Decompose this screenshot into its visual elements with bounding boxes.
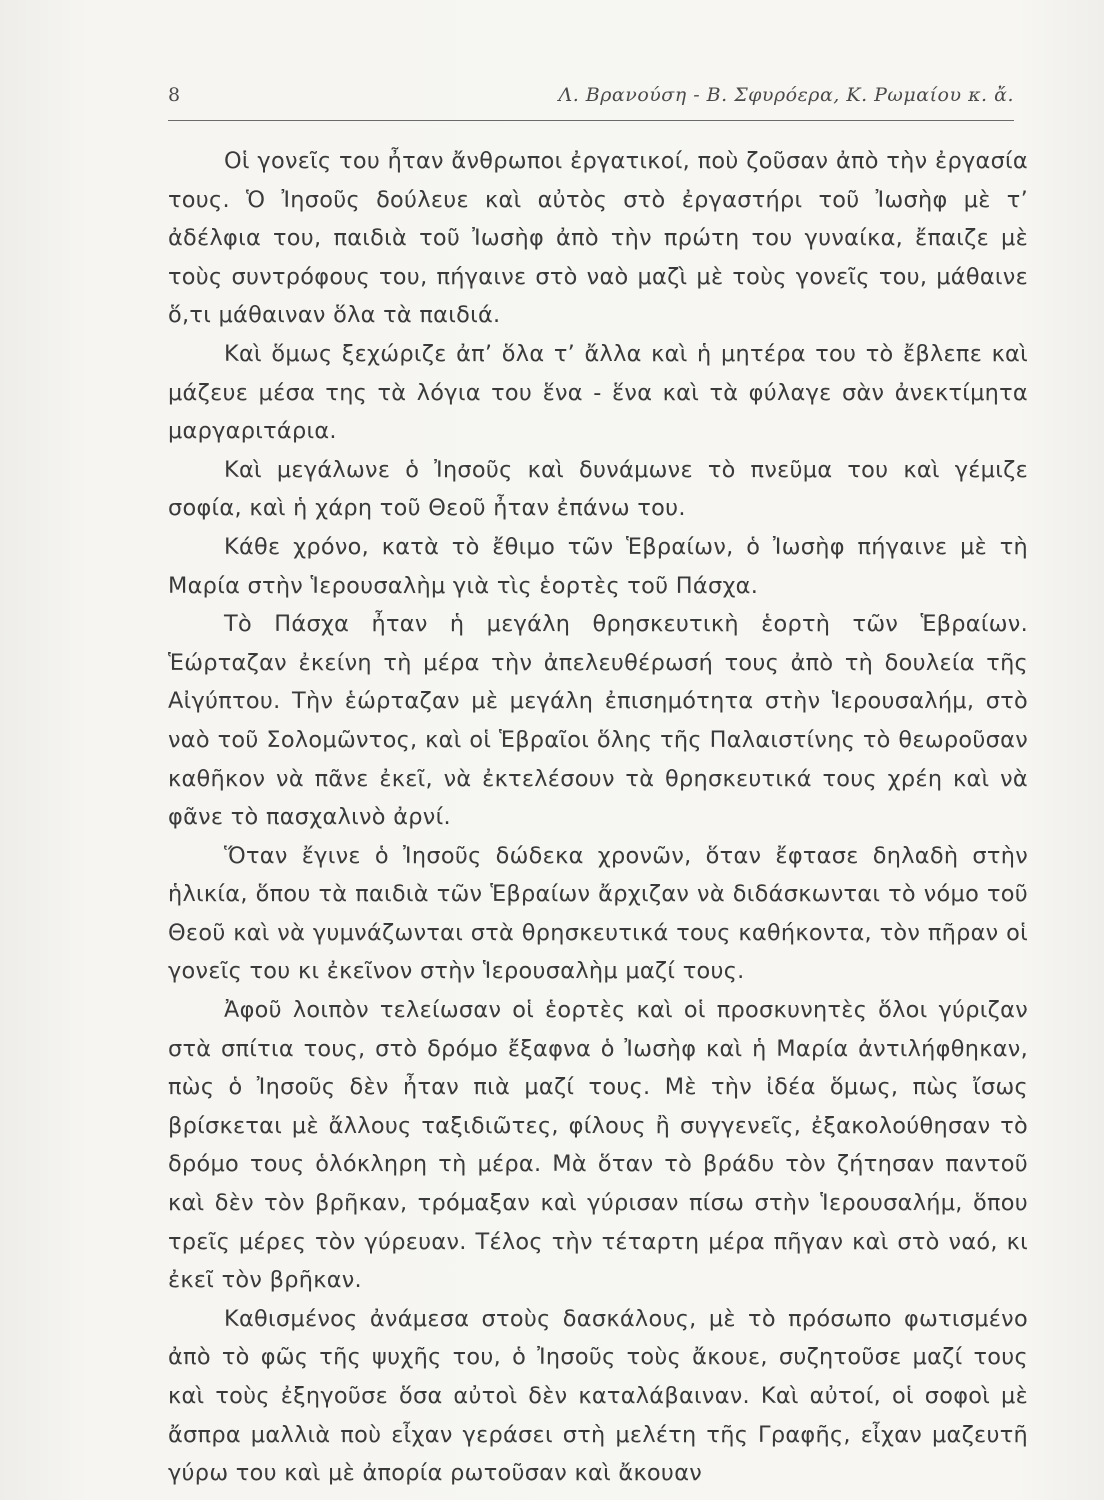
paragraph: Ἀφοῦ λοιπὸν τελείωσαν οἱ ἑορτὲς καὶ οἱ προσκυνητὲς ὅλοι γύριζαν στὰ σπίτια τους, στὸ δρόμο ἔξαφνα ὁ Ἰωσὴφ καὶ ἡ Μαρία ἀντιλήφθηκαν, πὼς ὁ Ἰησοῦς δὲν ἦταν πιὰ μαζί τους. Μὲ τὴν ἰδέα ὅμως, πὼς ἴσως βρίσκεται μὲ ἄλλους ταξιδιῶτες, φίλους ἢ συγγενεῖς, ἐξακολούθησαν τὸ δρόμο τους ὁλόκληρη τὴ μέρα. Μὰ ὅταν τὸ βράδυ τὸν ζήτησαν παντοῦ καὶ δὲν τὸν βρῆκαν, τρόμαξαν καὶ γύρισαν πίσω στὴν Ἱερουσαλήμ, ὅπου τρεῖς μέρες τὸν γύρευαν. Τέλος τὴν τέταρτη μέρα πῆγαν καὶ στὸ ναό, κι ἐκεῖ τὸν βρῆκαν. xyxy=(168,997,1028,1294)
page-number: 8 xyxy=(168,84,181,106)
paragraph: Καὶ μεγάλωνε ὁ Ἰησοῦς καὶ δυνάμωνε τὸ πνεῦμα του καὶ γέμιζε σοφία, καὶ ἡ χάρη τοῦ Θεοῦ ἦταν ἐπάνω του. xyxy=(168,456,1028,522)
header-rule xyxy=(168,120,1014,121)
paragraph: Τὸ Πάσχα ἦταν ἡ μεγάλη θρησκευτικὴ ἑορτὴ τῶν Ἑβραίων. Ἑώρταζαν ἐκείνη τὴ μέρα τὴν ἀπελευθέρωσή τους ἀπὸ τὴ δουλεία τῆς Αἰγύπτου. Τὴν ἑώρταζαν μὲ μεγάλη ἐπισημότητα στὴν Ἱερουσαλήμ, στὸ ναὸ τοῦ Σολομῶντος, καὶ οἱ Ἑβραῖοι ὅλης τῆς Παλαιστίνης τὸ θεωροῦσαν καθῆκον νὰ πᾶνε ἐκεῖ, νὰ ἐκτελέσουν τὰ θρησκευτικά τους χρέη καὶ νὰ φᾶνε τὸ πασχαλινὸ ἀρνί. xyxy=(168,611,1028,831)
running-head: Λ. Βρανούση - Β. Σφυρόερα, Κ. Ρωμαίου κ. ἄ. xyxy=(558,84,1014,106)
paragraph: Οἱ γονεῖς του ἦταν ἄνθρωποι ἐργατικοί, ποὺ ζοῦσαν ἀπὸ τὴν ἐργασία τους. Ὁ Ἰησοῦς δούλευε καὶ αὐτὸς στὸ ἐργαστήρι τοῦ Ἰωσὴφ μὲ τ’ ἀδέλφια του, παιδιὰ τοῦ Ἰωσὴφ ἀπὸ τὴν πρώτη του γυναίκα, ἔπαιζε μὲ τοὺς συντρόφους του, πήγαινε στὸ ναὸ μαζὶ μὲ τοὺς γονεῖς του, μάθαινε ὅ,τι μάθαιναν ὅλα τὰ παιδιά. xyxy=(168,148,1028,329)
page-header xyxy=(168,84,1014,110)
paragraph: Καθισμένος ἀνάμεσα στοὺς δασκάλους, μὲ τὸ πρόσωπο φωτισμένο ἀπὸ τὸ φῶς τῆς ψυχῆς του, ὁ Ἰησοῦς τοὺς ἄκουε, συζητοῦσε μαζί τους καὶ τοὺς ἐξηγοῦσε ὅσα αὐτοὶ δὲν καταλάβαιναν. Καὶ αὐτοί, οἱ σοφοὶ μὲ ἄσπρα μαλλιὰ ποὺ εἶχαν γεράσει στὴ μελέτη τῆς Γραφῆς, εἶχαν μαζευτῆ γύρω του καὶ μὲ ἀπορία ρωτοῦσαν καὶ ἄκουαν xyxy=(168,1305,1028,1487)
paragraph: Καὶ ὅμως ξεχώριζε ἀπ’ ὅλα τ’ ἄλλα καὶ ἡ μητέρα του τὸ ἔβλεπε καὶ μάζευε μέσα της τὰ λόγια του ἕνα - ἕνα καὶ τὰ φύλαγε σὰν ἀνεκτίμητα μαργαριτάρια. xyxy=(168,340,1028,445)
paragraph: Ὅταν ἔγινε ὁ Ἰησοῦς δώδεκα χρονῶν, ὅταν ἔφτασε δηλαδὴ στὴν ἡλικία, ὅπου τὰ παιδιὰ τῶν Ἑβραίων ἄρχιζαν νὰ διδάσκωνται τὸ νόμο τοῦ Θεοῦ καὶ νὰ γυμνάζωνται στὰ θρησκευτικά τους καθήκοντα, τὸν πῆραν οἱ γονεῖς του κι ἐκεῖνον στὴν Ἱερουσαλὴμ μαζί τους. xyxy=(168,842,1028,985)
body-text xyxy=(168,142,1028,1493)
paragraph: Κάθε χρόνο, κατὰ τὸ ἔθιμο τῶν Ἑβραίων, ὁ Ἰωσὴφ πήγαινε μὲ τὴ Μαρία στὴν Ἱερουσαλὴμ γιὰ τὶς ἑορτὲς τοῦ Πάσχα. xyxy=(168,533,1028,599)
